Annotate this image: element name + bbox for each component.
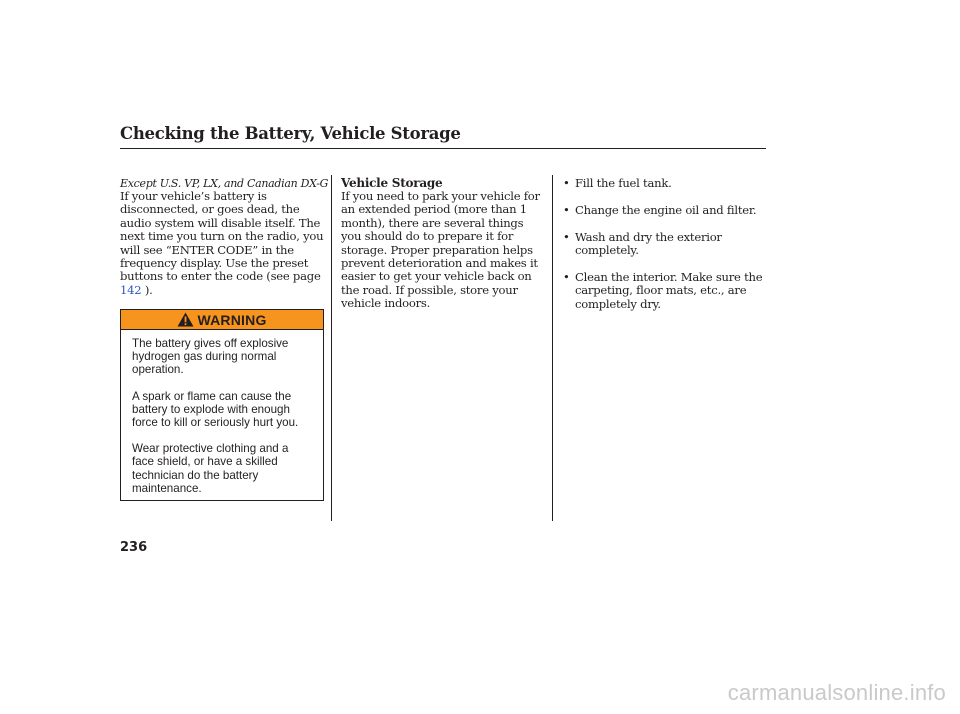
list-item bbox=[563, 177, 768, 190]
list-item-text: Fill the fuel tank. bbox=[575, 176, 672, 190]
warning-label: WARNING bbox=[197, 311, 267, 328]
left-column bbox=[120, 177, 330, 297]
storage-paragraph: If you need to park your vehicle for an extended period (more than 1 month), there are several things you should do to prepare it for storage. Proper preparation helps prevent deterioration and makes it easier to get your vehicle back on the road. If possible, store your vehicle indoors. bbox=[341, 189, 540, 311]
title-divider bbox=[120, 148, 766, 149]
warning-header bbox=[121, 310, 323, 330]
battery-text-end: ). bbox=[141, 282, 153, 297]
page-number: 236 bbox=[120, 540, 148, 555]
page-reference-link[interactable]: 142 bbox=[120, 282, 142, 297]
list-item bbox=[563, 204, 768, 217]
bullet-icon: • bbox=[563, 269, 570, 284]
bullet-icon: • bbox=[563, 202, 570, 217]
warning-paragraph: Wear protective clothing and a face shield, or have a skilled technician do the battery maintenance. bbox=[132, 442, 289, 495]
warning-body bbox=[121, 330, 323, 495]
warning-paragraph: A spark or flame can cause the battery to explode with enough force to kill or seriously hurt you. bbox=[132, 389, 299, 430]
list-item-text: Change the engine oil and filter. bbox=[575, 202, 757, 217]
list-item bbox=[563, 231, 768, 258]
column-divider-right bbox=[552, 175, 553, 521]
warning-paragraph: The battery gives off explosive hydrogen gas during normal operation. bbox=[132, 337, 289, 377]
battery-text: If your vehicle’s battery is disconnected, or goes dead, the audio system will disable itself. The next time you turn on the radio, you will see “ENTER CODE” in the frequency display. Use the preset buttons to enter the code (see page bbox=[120, 189, 324, 284]
warning-triangle-icon bbox=[177, 312, 194, 327]
warning-box bbox=[120, 309, 324, 501]
watermark: carmanualsonline.info bbox=[727, 680, 946, 705]
section-subhead: Vehicle Storage bbox=[341, 176, 443, 190]
list-item bbox=[563, 271, 768, 311]
bullet-icon: • bbox=[563, 176, 570, 190]
battery-paragraph bbox=[120, 190, 330, 297]
bullet-icon: • bbox=[563, 229, 570, 244]
list-item-text: Clean the interior. Make sure the carpeting, floor mats, etc., are completely dry. bbox=[575, 269, 763, 311]
middle-column bbox=[341, 177, 546, 311]
column-divider-left bbox=[331, 175, 332, 521]
storage-checklist bbox=[563, 177, 768, 311]
list-item-text: Wash and dry the exterior completely. bbox=[575, 229, 722, 257]
right-column bbox=[563, 177, 768, 324]
page-title: Checking the Battery, Vehicle Storage bbox=[120, 124, 461, 143]
applicability-subhead: Except U.S. VP, LX, and Canadian DX-G bbox=[120, 177, 329, 190]
